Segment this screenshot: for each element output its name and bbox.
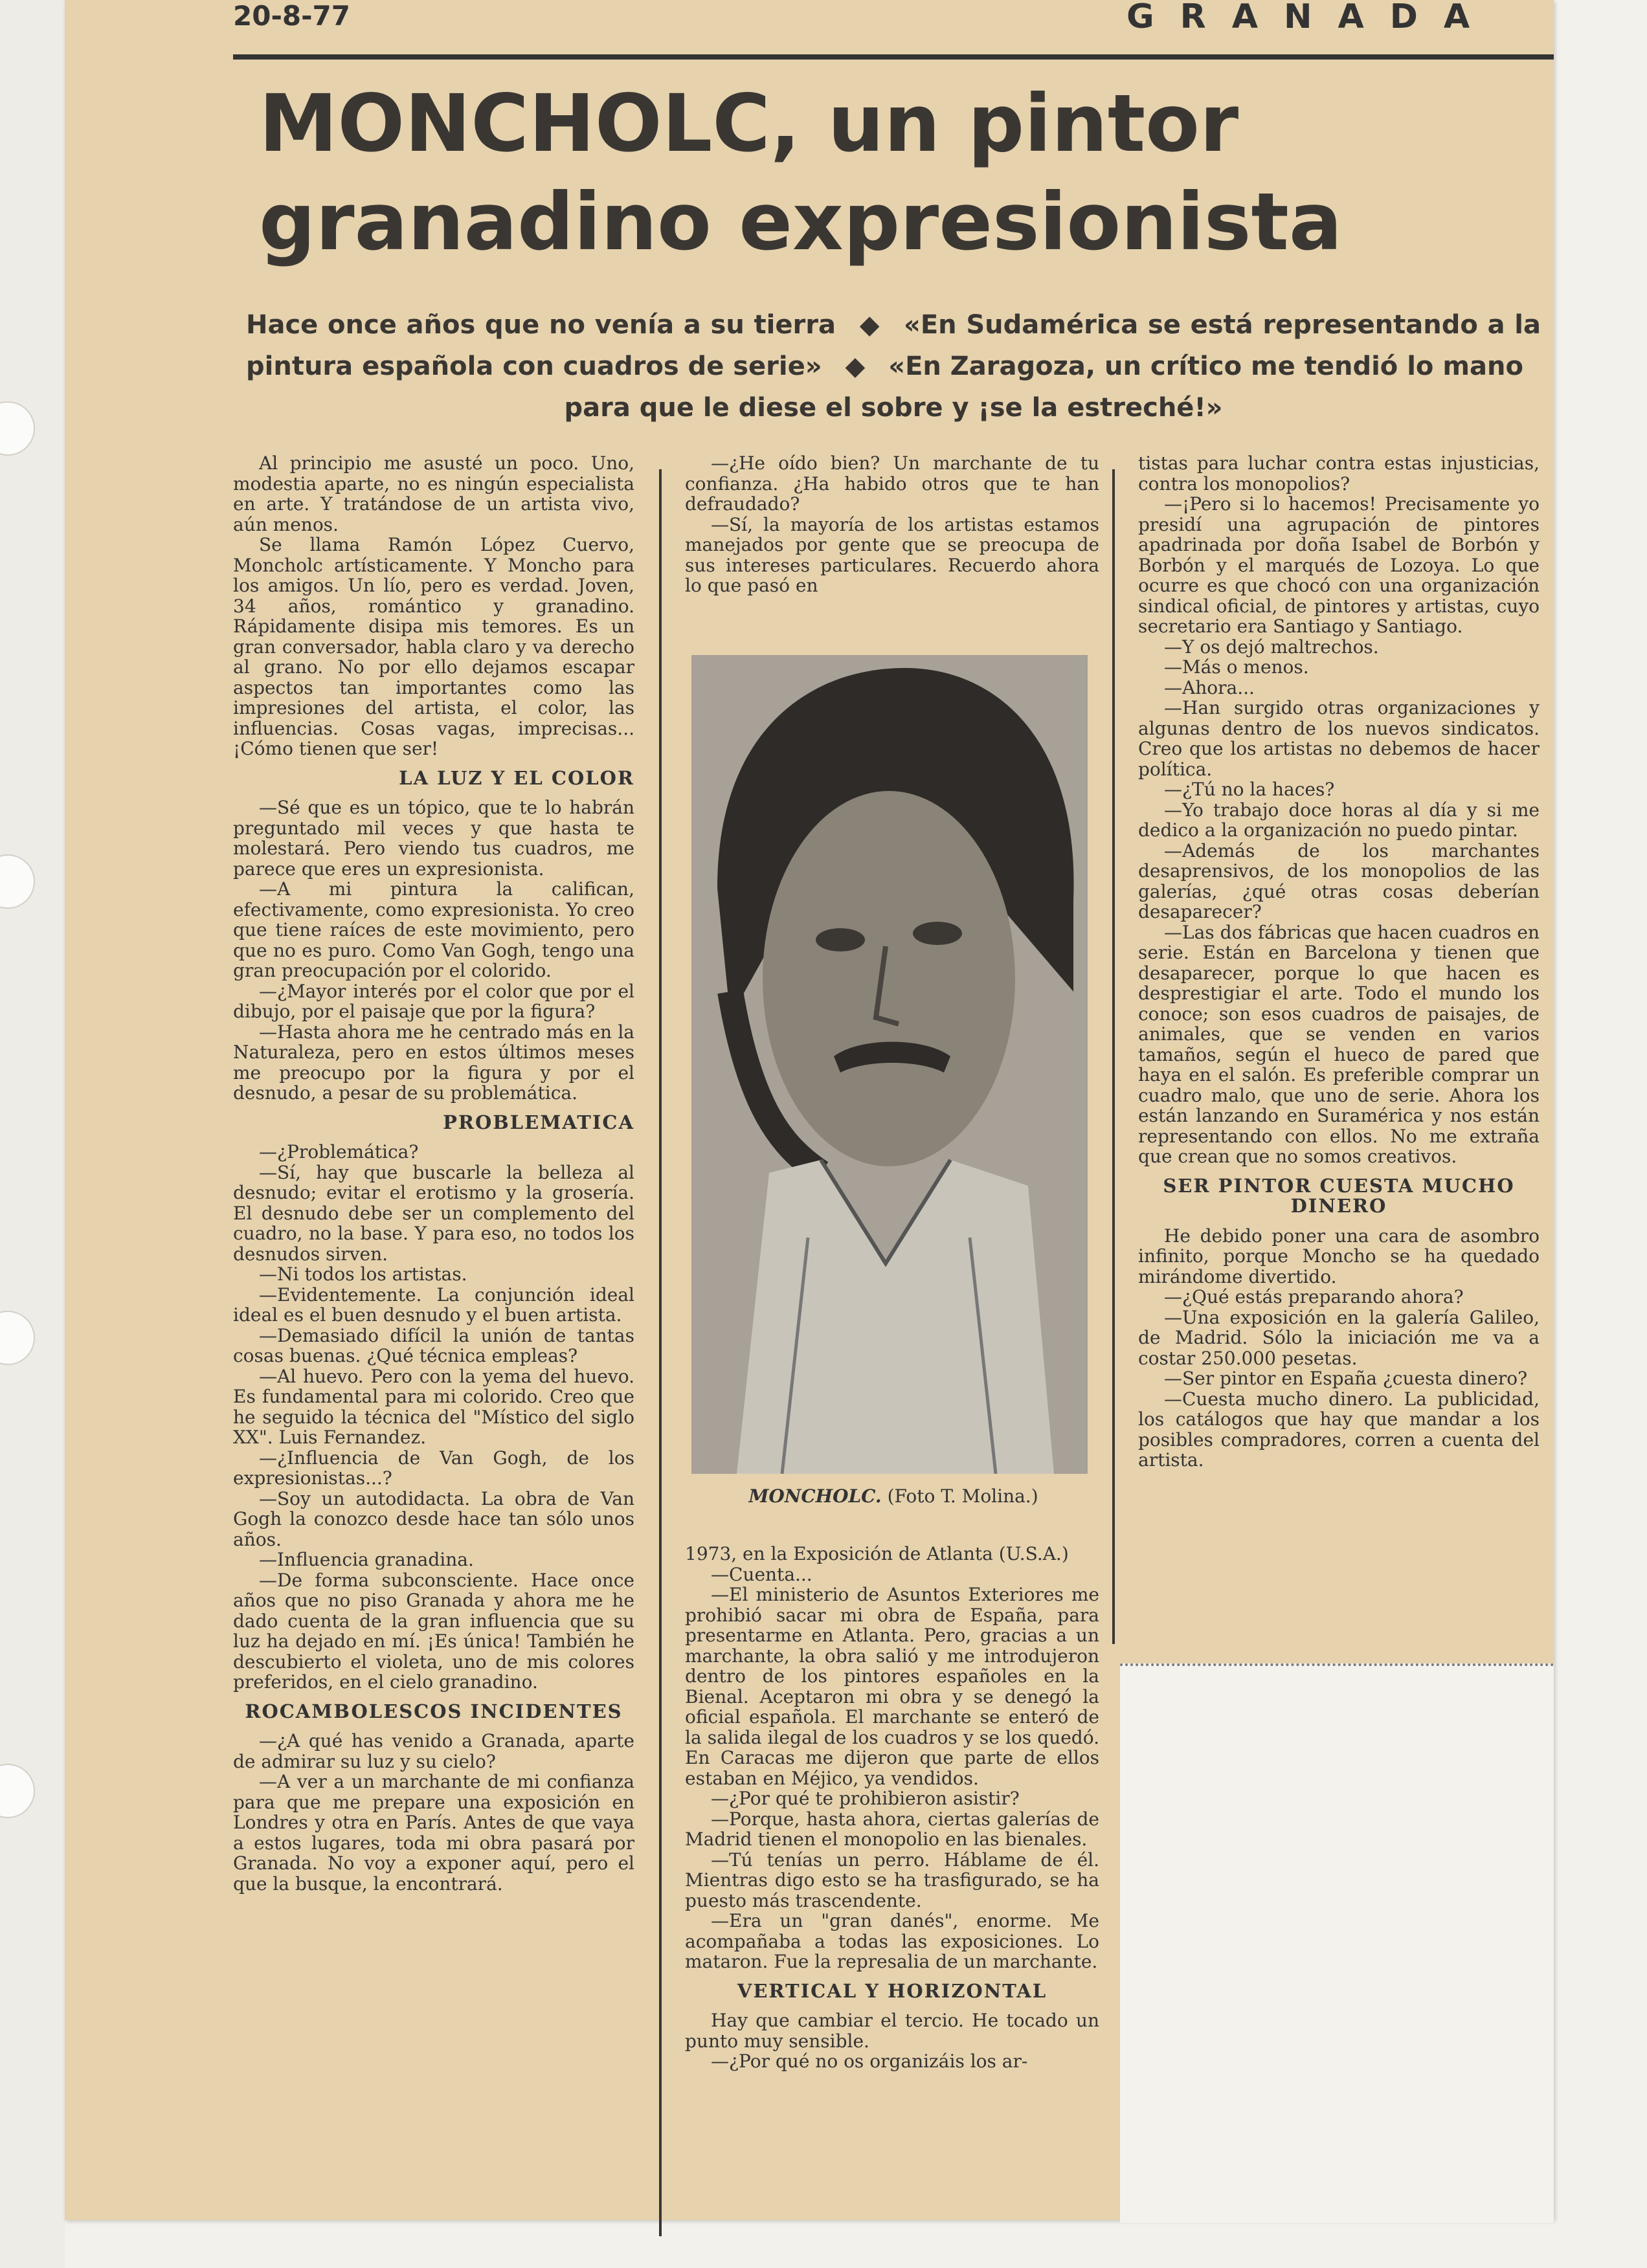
article-column-2-lower [685,1544,1099,2072]
paragraph: —Porque, hasta ahora, ciertas galerías de Madrid tienen el monopolio en las bienales. [685,1808,1099,1850]
column-rule [1112,469,1115,1644]
paragraph: —Sé que es un tópico, que te lo habrán preguntado mil veces y que hasta te molestará. Pero viendo tus cuadros, me parece que eres un expresionista. [233,797,634,880]
paragraph: —Más o menos. [1164,656,1309,678]
paragraph: —Y os dejó maltrechos. [1164,636,1379,658]
paragraph: Se llama Ramón López Cuervo, Moncholc artísticamente. Y Moncho para los amigos. Un lío, pero es verdad. Joven, 34 años, romántico y granadino. Rápidamente disipa mis temores. Es un gran conversador, habla claro y va derecho al grano. No por ello dejamos escapar aspectos tan importantes como las impresiones del artista, el color, las influencias. Cosas vagas, imprecisas... ¡Cómo tienen que ser! [233,534,634,759]
paragraph: —¿A qué has venido a Granada, aparte de admirar su luz y su cielo? [233,1730,634,1772]
punch-hole [0,401,35,456]
paragraph: —El ministerio de Asuntos Exteriores me prohibió sacar mi obra de España, para presentarme en Atlanta. Pero, gracias a un marchante, la obra salió y me introdujeron dentro de los pintores españoles en la Bienal. Aceptaron mi obra y se denegó la oficial española. El marchante se enteró de la salida ilegal de los cuadros y se los quedó. En Caracas me dijeron que parte de ellos estaban en Méjico, ya vendidos. [685,1584,1099,1789]
punch-hole [0,854,35,909]
subhead-part-2: «En Sudamérica se está representando a la pintura española con cuadros de serie» [246,310,1541,381]
paragraph: —Yo trabajo doce horas al día y si me dedico a la organización no puedo pintar. [1138,799,1540,841]
punch-hole [0,1311,35,1365]
paragraph: —¿Problemática? [259,1141,419,1162]
paragraph: —Soy un autodidacta. La obra de Van Gogh la conozco desde hace tan sólo unos años. [233,1487,634,1550]
paragraph: —Además de los marchantes desaprensivos, de los monopolios de las galerías, ¿qué otras cosas deberían desaparecer? [1138,839,1540,922]
caption-name: MONCHOLC. [748,1485,882,1507]
headline-line-1: MONCHOLC, un pintor [259,78,1239,170]
paragraph: 1973, en la Exposición de Atlanta (U.S.A.) [685,1543,1069,1564]
paragraph: —¿Por qué te prohibieron asistir? [711,1788,1020,1809]
paragraph: —¿Influencia de Van Gogh, de los expresionistas...? [233,1447,634,1489]
caption-credit: (Foto T. Molina.) [887,1485,1038,1507]
portrait-photo-illustration [691,655,1088,1474]
article-column-3 [1138,453,1540,1471]
subhead-part-1: Hace once años que no venía a su tierra [246,310,836,340]
clipping-cutout [1120,1663,1554,2223]
paragraph: He debido poner una cara de asombro infinito, porque Moncho se ha quedado mirándome divertido. [1138,1225,1540,1287]
section-heading: LA LUZ Y EL COLOR [399,766,634,789]
paragraph: —Hasta ahora me he centrado más en la Naturaleza, pero en estos últimos meses me preocupo por la figura y por el desnudo, a pesar de su problemática. [233,1021,634,1104]
article-column-2 [685,453,1099,596]
photo-caption [667,1485,1120,1507]
portrait-photo [691,655,1088,1474]
paragraph: —Demasiado difícil la unión de tantas cosas buenas. ¿Qué técnica empleas? [233,1324,634,1366]
headline-line-2: granadino expresionista [259,176,1343,268]
binder-margin [0,0,65,2268]
subhead-part-4: para que le diese el sobre y ¡se la estreché!» [564,393,1223,423]
column-rule [659,469,662,2236]
paragraph: —A ver a un marchante de mi confianza para que me prepare una exposición en Londres y otra en París. Antes de que vaya a estos lugares, toda mi obra pasará por Granada. No voy a exponer aquí, pero el que la busque, la encontrará. [233,1771,634,1895]
header-rule [233,54,1554,60]
paragraph: —Las dos fábricas que hacen cuadros en serie. Están en Barcelona y tienen que desaparecer, porque lo que hacen es desprestigiar el arte. Todo el mundo los conoce; son esos cuadros de paisajes, de animales, que se venden en varios tamaños, según el hueco de pared que haya en el salón. Es preferible comprar un cuadro malo, que uno de serie. Ahora los están lanzando en Suramérica y nos están representando con ellos. No me extraña que crean que no somos creativos. [1138,921,1540,1167]
section-heading: ROCAMBOLESCOS INCIDENTES [245,1700,623,1722]
section-heading: VERTICAL Y HORIZONTAL [737,1979,1048,2002]
subheadline [246,304,1541,428]
paragraph: —Ser pintor en España ¿cuesta dinero? [1164,1368,1528,1389]
paragraph: —¿Qué estás preparando ahora? [1164,1286,1464,1307]
paragraph: —Influencia granadina. [259,1549,474,1570]
paragraph: —Al huevo. Pero con la yema del huevo. Es fundamental para mi colorido. Creo que he seguido la técnica del "Místico del siglo XX". Luis Fernandez. [233,1365,634,1448]
section-heading: PROBLEMATICA [443,1111,634,1133]
paragraph: —Cuesta mucho dinero. La publicidad, los catálogos que hay que mandar a los posibles compradores, corren a cuenta del artista. [1138,1388,1540,1471]
paragraph: —¿Por qué no os organizáis los ar- [711,2051,1028,2072]
paragraph: —Una exposición en la galería Galileo, de Madrid. Sólo la iniciación me va a costar 250.000 pesetas. [1138,1306,1540,1369]
issue-date: 20-8-77 [233,0,350,32]
section-heading: SER PINTOR CUESTA MUCHO DINERO [1163,1174,1515,1217]
paragraph: —Sí, la mayoría de los artistas estamos manejados por gente que se preocupa de sus intereses particulares. Recuerdo ahora lo que pasó en [685,513,1099,596]
paragraph: —¿Mayor interés por el color que por el dibujo, por el paisaje que por la figura? [233,980,634,1022]
paragraph: —Ahora... [1164,676,1255,698]
subhead-part-3: «En Zaragoza, un crítico me tendió lo mano [888,351,1523,381]
paragraph: —Tú tenías un perro. Háblame de él. Mientras digo esto se ha trasfigurado, se ha puesto más trascendente. [685,1849,1099,1911]
paragraph: —¿Tú no la haces? [1164,779,1335,800]
paragraph: Hay que cambiar el tercio. He tocado un punto muy sensible. [685,2010,1099,2052]
paragraph: —Sí, hay que buscarle la belleza al desnudo; evitar el erotismo y la grosería. El desnudo debe ser un complemento del cuadro, no la base. Y para eso, no todos los desnudos sirven. [233,1161,634,1265]
paragraph: —Cuenta... [711,1563,812,1585]
paragraph: —Era un "gran danés", enorme. Me acompañaba a todas las exposiciones. Lo mataron. Fue la represalia de un marchante. [685,1910,1099,1972]
paragraph: —De forma subconsciente. Hace once años que no piso Granada y ahora me he dado cuenta de la gran influencia que su luz ha dejado en mí. ¡Es única! También he descubierto el violeta, uno de mis colores preferidos, en el cielo granadino. [233,1569,634,1693]
paragraph: tistas para luchar contra estas injusticias, contra los monopolios? [1138,452,1540,495]
diamond-separator-icon: ◆ [859,310,880,340]
headline [259,74,1554,271]
paragraph: —¿He oído bien? Un marchante de tu confianza. ¿Ha habido otros que te han defraudado? [685,452,1099,515]
article-column-1 [233,453,634,1894]
paragraph: —¡Pero si lo hacemos! Precisamente yo presidí una agrupación de pintores apadrinada por doña Isabel de Borbón y Borbón y el marqués de Lozoya. Lo que ocurre es que chocó con una organización sindical oficial, de pintores y artistas, cuyo secretario era Santiago y Santiago. [1138,493,1540,637]
paragraph: Al principio me asusté un poco. Uno, modestia aparte, no es ningún especialista en arte. Y tratándose de un artista vivo, aún menos. [233,452,634,535]
section-name: GRANADA [1126,0,1496,36]
paragraph: —Han surgido otras organizaciones y algunas dentro de los nuevos sindicatos. Creo que los artistas no debemos de hacer política. [1138,697,1540,780]
diamond-separator-icon: ◆ [845,351,866,381]
paragraph: —Ni todos los artistas. [259,1263,467,1285]
punch-hole [0,1764,35,1818]
paragraph: —A mi pintura la califican, efectivamente, como expresionista. Yo creo que tiene raíces de este movimiento, pero que no es puro. Como Van Gogh, tengo una gran preocupación por el colorido. [233,878,634,981]
paragraph: —Evidentemente. La conjunción ideal ideal es el buen desnudo y el buen artista. [233,1284,634,1326]
